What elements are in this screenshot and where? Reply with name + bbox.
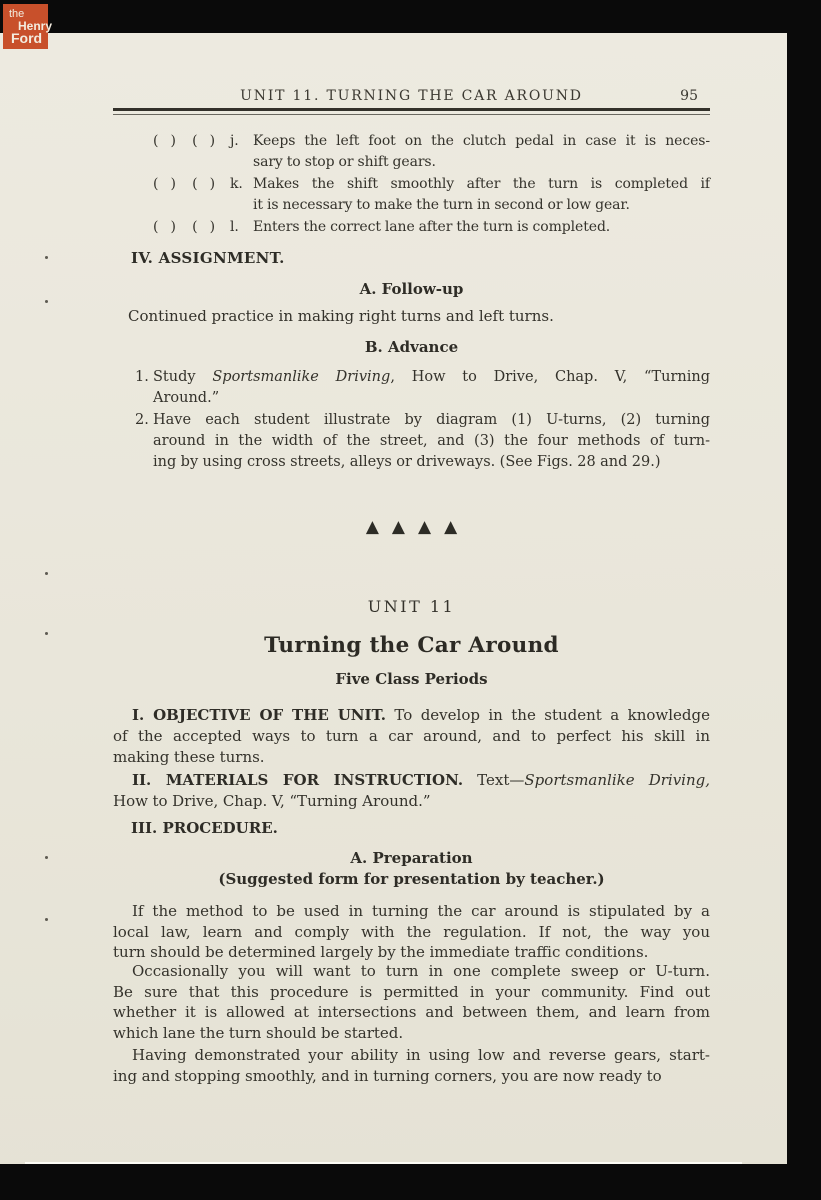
follow-up-text: Continued practice in making right turns and left turns.	[128, 307, 554, 325]
header-rule	[113, 108, 710, 111]
henry-ford-logo	[3, 4, 53, 49]
logo-text-henry: Henry	[18, 19, 53, 33]
item-text-line: Around.”	[153, 390, 220, 407]
item-text-line: Keeps the left foot on the clutch pedal in case it is neces-	[253, 133, 710, 149]
paragraph-line: of the accepted ways to turn a car around, and to perfect his skill in	[113, 727, 710, 745]
unit-subtitle: Five Class Periods	[335, 670, 488, 688]
logo-text-ford: Ford	[11, 30, 43, 46]
checklist-item-k	[113, 174, 710, 217]
item-text-line: around in the width of the street, and (3) the four methods of turn-	[153, 433, 710, 450]
item-text-line: sary to stop or shift gears.	[253, 154, 436, 171]
paragraph-line: Occasionally you will want to turn in one complete sweep or U-turn.	[132, 962, 710, 980]
margin-dot	[45, 856, 48, 859]
header-rule-thin	[113, 114, 710, 115]
item-text-line: it is necessary to make the turn in second or low gear.	[253, 197, 630, 214]
procedure-heading: III. PROCEDURE.	[131, 819, 278, 837]
book-page	[0, 33, 787, 1164]
text-segment: Text—	[463, 771, 525, 789]
unit-label: UNIT 11	[367, 597, 456, 616]
paragraph-line: which lane the turn should be started.	[113, 1023, 404, 1042]
objective-heading: I. OBJECTIVE OF THE UNIT.	[132, 706, 386, 724]
paragraph-line	[113, 705, 710, 726]
paragraph-line: making these turns.	[113, 748, 265, 766]
paragraph-line	[113, 770, 710, 791]
book-title-italic: Sportsmanlike Driving	[212, 369, 391, 385]
body-paragraph	[113, 1045, 710, 1086]
margin-dot	[45, 256, 48, 259]
body-paragraph	[113, 961, 710, 1043]
advance-item-2	[113, 410, 710, 474]
book-title-italic: Sportsmanlike Driving,	[524, 771, 711, 789]
item-letter: l.	[230, 219, 239, 235]
materials-section	[113, 770, 710, 812]
margin-dot	[45, 632, 48, 635]
paragraph-line: If the method to be used in turning the car around is stipulated by a	[132, 902, 710, 920]
margin-dot	[45, 918, 48, 921]
margin-dot	[45, 300, 48, 303]
preparation-subheading: (Suggested form for presentation by teacher.)	[218, 870, 605, 888]
item-number: 1.	[135, 369, 149, 385]
checkbox-parens: ( ) ( )	[153, 219, 215, 235]
checkbox-parens: ( ) ( )	[153, 176, 215, 192]
follow-up-heading: A. Follow-up	[359, 280, 464, 298]
paragraph-line: whether it is allowed at intersections and between them, and learn from	[113, 1003, 710, 1022]
item-text-line	[153, 367, 710, 388]
item-text-line: Makes the shift smoothly after the turn is completed if	[253, 176, 710, 192]
text-segment: , How to Drive, Chap. V, “Turning	[390, 369, 710, 385]
paragraph-line: Having demonstrated your ability in using low and reverse gears, start-	[132, 1046, 710, 1064]
materials-heading: II. MATERIALS FOR INSTRUCTION.	[132, 771, 464, 789]
unit-title: Turning the Car Around	[264, 633, 559, 658]
margin-dot	[45, 572, 48, 575]
item-number: 2.	[135, 412, 149, 428]
advance-item-1	[113, 367, 710, 409]
paragraph-line: Be sure that this procedure is permitted in your community. Find out	[113, 982, 710, 1001]
text-segment: Study	[153, 369, 213, 385]
running-head-title: UNIT 11. TURNING THE CAR AROUND	[240, 88, 583, 104]
checklist-item-l	[113, 217, 710, 238]
paragraph-line: turn should be determined largely by the immediate traffic conditions.	[113, 943, 649, 962]
item-text-line: Have each student illustrate by diagram (1) U-turns, (2) turning	[153, 412, 710, 428]
item-letter: k.	[230, 176, 243, 192]
checkbox-parens: ( ) ( )	[153, 133, 215, 149]
checklist-item-j	[113, 131, 710, 174]
item-letter: j.	[230, 133, 239, 149]
ornament-triangles: ▲▲▲▲	[365, 517, 471, 537]
page-number: 95	[680, 88, 698, 104]
paragraph-line: How to Drive, Chap. V, “Turning Around.”	[113, 792, 431, 810]
assignment-heading: IV. ASSIGNMENT.	[131, 249, 285, 267]
body-paragraph	[113, 901, 710, 963]
paragraph-line: ing and stopping smoothly, and in turning corners, you are now ready to	[113, 1066, 662, 1085]
advance-heading: B. Advance	[364, 338, 459, 356]
objective-section	[113, 705, 710, 768]
paragraph-line: local law, learn and comply with the regulation. If not, the way you	[113, 922, 710, 941]
preparation-heading: A. Preparation	[350, 849, 473, 867]
item-text-line: ing by using cross streets, alleys or driveways. (See Figs. 28 and 29.)	[153, 454, 661, 471]
logo-text-the: the	[9, 8, 25, 20]
text-segment: To develop in the student a knowledge	[385, 706, 710, 724]
item-text-line: Enters the correct lane after the turn is completed.	[253, 219, 611, 235]
